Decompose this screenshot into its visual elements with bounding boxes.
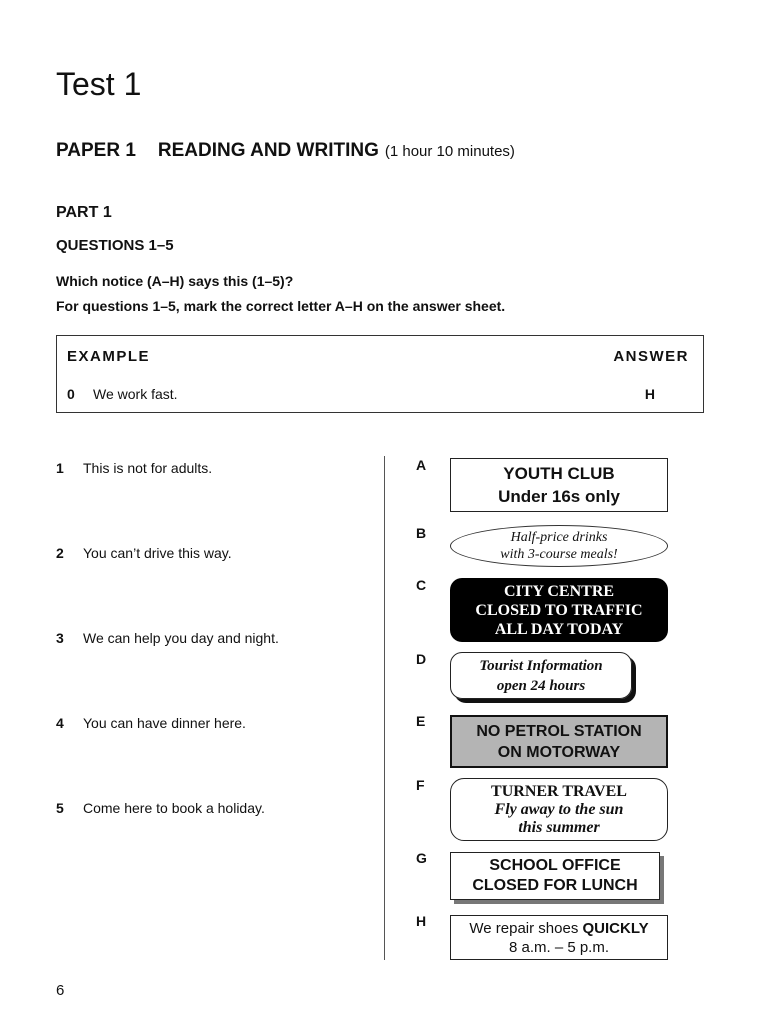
notice-e — [450, 715, 668, 768]
notice-line: 8 a.m. – 5 p.m. — [508, 938, 610, 956]
notice-letter-a: A — [416, 457, 427, 473]
notice-letter-f: F — [416, 777, 425, 793]
part-title: PART 1 — [56, 204, 112, 221]
question-number: 3 — [56, 630, 64, 646]
question-text: This is not for adults. — [83, 460, 213, 476]
notice-line: Under 16s only — [498, 487, 620, 506]
notice-line: YOUTH CLUB — [503, 464, 615, 483]
example-number: 0 — [67, 386, 75, 402]
paper-duration: (1 hour 10 minutes) — [384, 143, 515, 160]
test-title: Test 1 — [56, 66, 142, 102]
notice-line: open 24 hours — [496, 677, 586, 694]
notice-text: We repair shoes — [469, 919, 583, 937]
question-item — [56, 545, 232, 561]
example-answer: H — [644, 386, 655, 402]
notice-line: ALL DAY TODAY — [494, 620, 624, 638]
example-text: We work fast. — [93, 386, 178, 402]
notice-letter-g: G — [416, 850, 427, 866]
notice-line: Fly away to the sun — [494, 800, 624, 818]
questions-range: QUESTIONS 1–5 — [56, 237, 174, 254]
question-item — [56, 630, 279, 646]
question-number: 5 — [56, 800, 64, 816]
paper-heading — [56, 140, 515, 162]
answer-label: ANSWER — [613, 348, 689, 365]
example-label: EXAMPLE — [67, 348, 151, 365]
notice-letter-d: D — [416, 651, 427, 667]
notice-line: with 3-course meals! — [500, 547, 618, 562]
notice-line: CITY CENTRE — [503, 582, 615, 600]
notice-letter-h: H — [416, 913, 427, 929]
notice-d — [450, 652, 632, 699]
notice-line: this summer — [518, 818, 600, 836]
paper-name: READING AND WRITING — [157, 140, 379, 161]
notice-letter-b: B — [416, 525, 427, 541]
notice-b — [450, 525, 668, 567]
question-item — [56, 460, 212, 476]
column-divider — [384, 456, 385, 960]
question-number: 2 — [56, 545, 64, 561]
notice-a — [450, 458, 668, 512]
notice-line: TURNER TRAVEL — [491, 782, 627, 800]
notice-line: Tourist Information — [479, 657, 603, 674]
question-number: 4 — [56, 715, 64, 731]
notice-f — [450, 778, 668, 841]
instruction-line: Which notice (A–H) says this (1–5)? — [56, 273, 294, 289]
notice-line: Half-price drinks — [510, 530, 608, 545]
notice-c — [450, 578, 668, 642]
notice-g — [450, 852, 660, 900]
question-number: 1 — [56, 460, 64, 476]
page-number: 6 — [56, 982, 65, 999]
notice-letter-c: C — [416, 577, 427, 593]
notice-line: CLOSED FOR LUNCH — [472, 877, 638, 894]
notice-line-1 — [469, 919, 648, 938]
notice-line: ON MOTORWAY — [497, 743, 621, 761]
question-text: You can have dinner here. — [83, 715, 246, 731]
notice-letter-e: E — [416, 713, 426, 729]
notice-h — [450, 915, 668, 960]
question-text: Come here to book a holiday. — [83, 800, 265, 816]
notice-line: SCHOOL OFFICE — [489, 857, 621, 874]
example-box — [56, 335, 704, 413]
instruction-line: For questions 1–5, mark the correct letter A–H on the answer sheet. — [56, 298, 506, 314]
notice-line: CLOSED TO TRAFFIC — [475, 601, 643, 619]
notice-emphasis: QUICKLY — [582, 919, 649, 937]
question-text: We can help you day and night. — [83, 630, 279, 646]
notice-line: NO PETROL STATION — [476, 722, 642, 740]
question-item — [56, 800, 265, 816]
question-item — [56, 715, 246, 731]
question-text: You can’t drive this way. — [83, 545, 232, 561]
paper-number: PAPER 1 — [56, 140, 136, 161]
